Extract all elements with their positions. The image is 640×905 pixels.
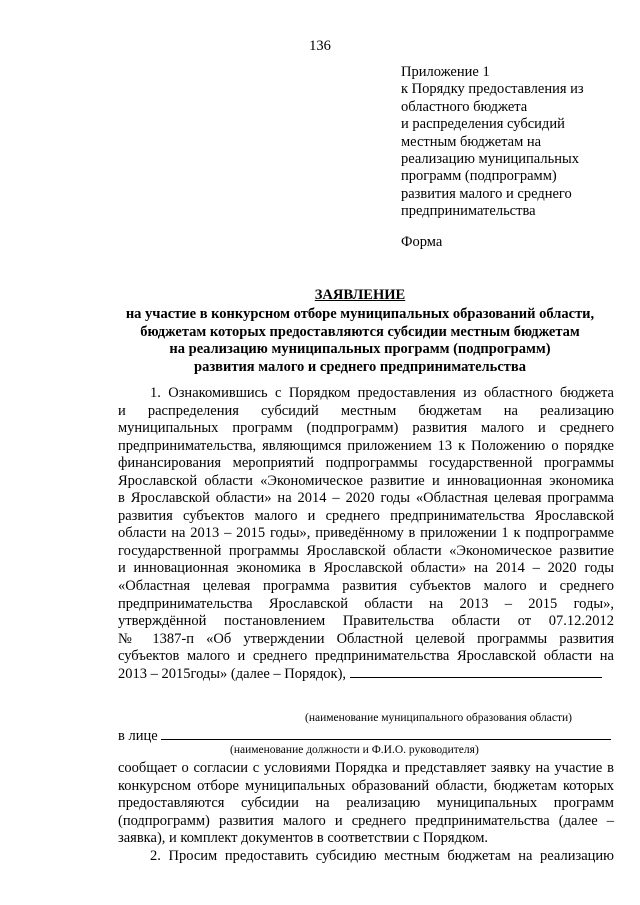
title-line: бюджетам которых предоставляются субсидии местным бюджетам xyxy=(140,323,580,340)
paragraph-line: 1. Ознакомившись с Порядком предоставления из областного бюджета xyxy=(150,385,614,401)
paragraph-line: предпринимательства Ярославской области на 2013 – 2015 годы», xyxy=(118,595,614,612)
form-label: Форма xyxy=(401,234,443,250)
paragraph-line: № 1387-п «Об утверждении Областной целевой программы развития xyxy=(118,630,614,647)
caption-municipality: (наименование муниципального образования области) xyxy=(305,712,572,724)
paragraph-line: утверждённой постановлением Правительства области от 07.12.2012 xyxy=(118,613,614,630)
appendix-line: и распределения субсидий xyxy=(401,116,565,133)
title-line: на реализацию муниципальных программ (подпрограмм) xyxy=(169,341,551,358)
appendix-line: предпринимательства xyxy=(401,203,536,220)
appendix-line: местным бюджетам на xyxy=(401,133,542,150)
paragraph-line: и инновационная экономика в Ярославской области» на 2014 – 2020 годы xyxy=(118,560,614,577)
paragraph-line-text: 2013 – 2015годы» (далее – Порядок), xyxy=(118,665,347,682)
v-lice-label: в лице xyxy=(118,728,158,744)
appendix-header xyxy=(401,64,621,221)
paragraph-line: финансирования мероприятий подпрограммы государственной программы xyxy=(118,455,614,472)
paragraph-line: предпринимательства, являющимся приложением 13 к Положению о порядке xyxy=(118,437,614,454)
paragraph-line: 2. Просим предоставить субсидию местным бюджетам на реализацию xyxy=(150,848,614,864)
paragraph-line: государственной программы Ярославской области «Экономическое развитие xyxy=(118,542,614,559)
paragraph-line: и распределения субсидий местным бюджетам на реализацию xyxy=(118,402,614,419)
paragraph-line: Ярославской области «Экономическое развитие и инновационная экономика xyxy=(118,472,614,489)
paragraph-line: предоставляются субсидии на реализацию муниципальных программ xyxy=(118,795,614,812)
paragraph-line: субъектов малого и среднего предпринимательства Ярославской области на xyxy=(118,648,614,665)
page-number: 136 xyxy=(309,38,331,54)
paragraph-line: конкурсном отборе муниципальных образований области, бюджетам которых xyxy=(118,777,614,794)
paragraph-line: в Ярославской области» на 2014 – 2020 годы «Областная целевая программа xyxy=(118,490,614,507)
appendix-line: развития малого и среднего xyxy=(401,185,572,202)
paragraph-line: муниципальных программ (подпрограмм) развития малого и среднего xyxy=(118,420,614,437)
appendix-line: к Порядку предоставления из xyxy=(401,81,584,98)
municipality-fill-line[interactable] xyxy=(350,677,602,678)
paragraph-last-line xyxy=(118,666,614,684)
paragraph-line: «Областная целевая программа развития субъектов малого и среднего xyxy=(118,578,614,595)
title-line: на участие в конкурсном отборе муниципальных образований области, xyxy=(125,306,595,323)
paragraph-line: сообщает о согласии с условиями Порядка и представляет заявку на участие в xyxy=(118,760,614,776)
paragraph-line: области на 2013 – 2015 годы», приведённому в приложении 1 к подпрограмме xyxy=(118,525,614,542)
appendix-line: программ (подпрограмм) xyxy=(401,168,557,185)
caption-head: (наименование должности и Ф.И.О. руководителя) xyxy=(230,744,479,756)
paragraph-line: (подпрограмм) развития малого и среднего предпринимательства (далее – xyxy=(118,812,614,829)
appendix-line: областного бюджета xyxy=(401,98,528,115)
paragraph-1 xyxy=(118,385,614,683)
title-main: ЗАЯВЛЕНИЕ xyxy=(314,287,406,303)
title-line: развития малого и среднего предпринимательства xyxy=(194,358,526,375)
paragraph-line: развития субъектов малого и среднего предпринимательства Ярославской xyxy=(118,507,614,524)
document-title xyxy=(80,287,640,376)
paragraph-2 xyxy=(118,760,614,848)
paragraph-3 xyxy=(118,848,614,866)
appendix-line: реализацию муниципальных xyxy=(401,151,579,168)
representative-row xyxy=(118,728,611,745)
paragraph-last-line: заявка), и комплект документов в соответствии с Порядком. xyxy=(118,830,489,847)
appendix-line: Приложение 1 xyxy=(401,64,490,80)
representative-fill-line[interactable] xyxy=(161,739,611,740)
